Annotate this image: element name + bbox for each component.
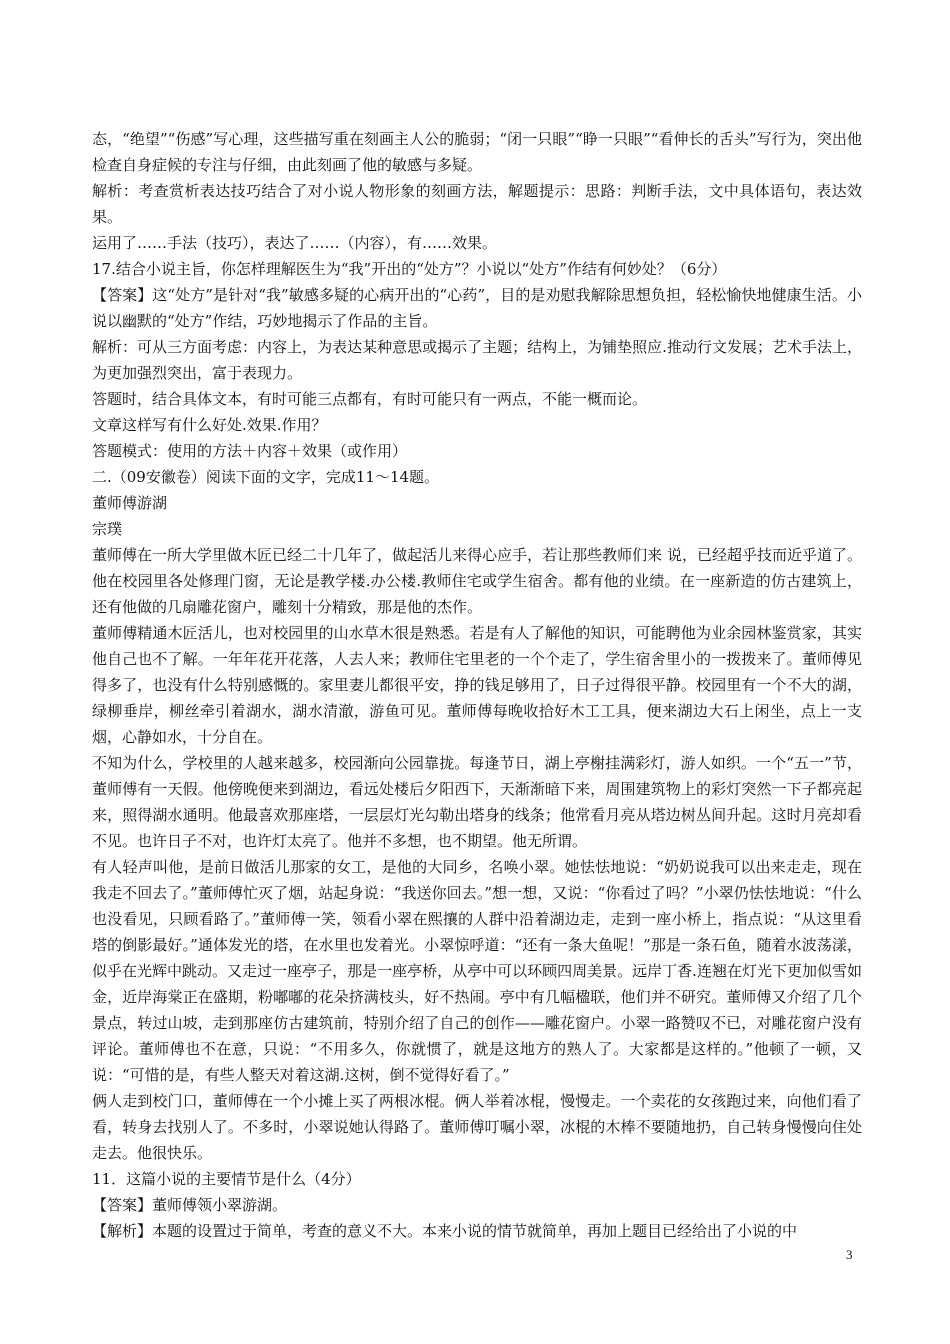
paragraph: 解析：考查赏析表达技巧结合了对小说人物形象的刻画方法，解题提示：思路：判断手法，文中具体语句，表达效果。 xyxy=(92,182,862,226)
story-paragraph: 不知为什么，学校里的人越来越多，校园渐向公园靠拢。每逢节日，湖上亭榭挂满彩灯，游人如织。一个“五一”节，董师傅有一天假。他傍晚便来到湖边，看远处楼后夕阳西下，天渐渐暗下来，周围建筑物上的彩灯突然一下子都亮起来，照得湖水通明。他最喜欢那座塔，一层层灯光勾勒出塔身的线条；他常看月亮从塔边树丛间升起。这时月亮却看不见。也许日子不对，也许灯太亮了。他并不多想，也不期望。他无所谓。 xyxy=(92,754,862,850)
paragraph: 运用了……手法（技巧），表达了……（内容），有……效果。 xyxy=(92,234,498,252)
paragraph: 答题模式：使用的方法＋内容＋效果（或作用） xyxy=(92,442,408,460)
paragraph: 解析：可从三方面考虑：内容上，为表达某种意思或揭示了主题；结构上，为铺垫照应.推动行文发展；艺术手法上，为更加强烈突出，富于表现力。 xyxy=(92,338,862,382)
story-paragraph: 有人轻声叫他，是前日做活儿那家的女工，是他的大同乡，名唤小翠。她怯怯地说：“奶奶说我可以出来走走，现在我走不回去了。”董师傅忙灭了烟，站起身说：“我送你回去。”想一想，又说：“你看过了吗？”小翠仍怯怯地说：“什么也没看见，只顾看路了。”董师傅一笑，领看小翠在熙攘的人群中沿着湖边走，走到一座小桥上，指点说：“从这里看塔的倒影最好。”通体发光的塔，在水里也发着光。小翠惊呼道：“还有一条大鱼呢！”那是一条石鱼，随着水波荡漾，似乎在光辉中跳动。又走过一座亭子，那是一座亭桥，从亭中可以环顾四周美景。远岸丁香.连翘在灯光下更加似雪如金，近岸海棠正在盛期，粉嘟嘟的花朵挤满枝头，好不热闹。亭中有几幅楹联，他们并不研究。董师傅又介绍了几个景点，转过山坡，走到那座仿古建筑前，特别介绍了自己的创作——雕花窗户。小翠一路赞叹不已，对雕花窗户没有评论。董师傅也不在意，只说：“不用多久，你就惯了，就是这地方的熟人了。大家都是这样的。”他顿了一顿，又说：“可惜的是，有些人整天对着这湖.这树，倒不觉得好看了。” xyxy=(92,858,862,1084)
paragraph: 文章这样写有什么好处.效果.作用？ xyxy=(92,416,327,434)
question-heading: 11．这篇小说的主要情节是什么（4分） xyxy=(92,1170,361,1188)
story-paragraph: 董师傅精通木匠活儿，也对校园里的山水草木很是熟悉。若是有人了解他的知识，可能聘他为业余园林鉴赏家，其实他自己也不了解。一年年花开花落，人去人来；教师住宅里老的一个个走了，学生宿舍里小的一拨拨来了。董师傅见得多了，也没有什么特别感慨的。家里妻儿都很平安，挣的钱足够用了，日子过得很平静。校园里有一个不大的湖，绿柳垂岸，柳丝牵引着湖水，湖水清澈，游鱼可见。董师傅每晚收拾好木工工具，便来湖边大石上闲坐，点上一支烟，心静如水，十分自在。 xyxy=(92,624,862,746)
story-paragraph: 董师傅在一所大学里做木匠已经二十几年了，做起活儿来得心应手，若让那些教师们来 说，已经超乎技而近乎道了。他在校园里各处修理门窗，无论是教学楼.办公楼.教师住宅或学生宿舍。都有他的业绩。在一座新造的仿古建筑上，还有他做的几扇雕花窗户，雕刻十分精致，那是他的杰作。 xyxy=(92,546,862,616)
answer-paragraph: 【答案】这“处方”是针对“我”敏感多疑的心病开出的“心药”，目的是劝慰我解除思想负担，轻松愉快地健康生活。小说以幽默的“处方”作结，巧妙地揭示了作品的主旨。 xyxy=(92,286,862,330)
story-paragraph: 俩人走到校门口，董师傅在一个小摊上买了两根冰棍。俩人举着冰棍，慢慢走。一个卖花的女孩跑过来，向他们看了看，转身去找别人了。不多时，小翠说她认得路了。董师傅叮嘱小翠，冰棍的木棒不要随地扔，自己转身慢慢向住处走去。他很快乐。 xyxy=(92,1092,862,1162)
analysis-paragraph: 【解析】本题的设置过于简单，考查的意义不大。本来小说的情节就简单，再加上题目已经给出了小说的中 xyxy=(92,1222,798,1240)
paragraph: 答题时，结合具体文本，有时可能三点都有，有时可能只有一两点，不能一概而论。 xyxy=(92,390,648,408)
story-title: 董师傅游湖 xyxy=(92,494,168,512)
page-number: 3 xyxy=(846,1247,853,1262)
answer-paragraph: 【答案】董师傅领小翠游湖。 xyxy=(92,1196,288,1214)
section-heading: 二.（09安徽卷）阅读下面的文字，完成11～14题。 xyxy=(92,468,440,486)
question-heading: 17.结合小说主旨，你怎样理解医生为“我”开出的“处方”？小说以“处方”作结有何妙处？（6分） xyxy=(92,260,727,278)
paragraph: 态，“绝望”“伤感”写心理，这些描写重在刻画主人公的脆弱；“闭一只眼”“睁一只眼”“看伸长的舌头”写行为，突出他检查自身症候的专注与仔细，由此刻画了他的敏感与多疑。 xyxy=(92,130,862,174)
story-author: 宗璞 xyxy=(92,520,123,538)
document-body xyxy=(92,126,862,1244)
